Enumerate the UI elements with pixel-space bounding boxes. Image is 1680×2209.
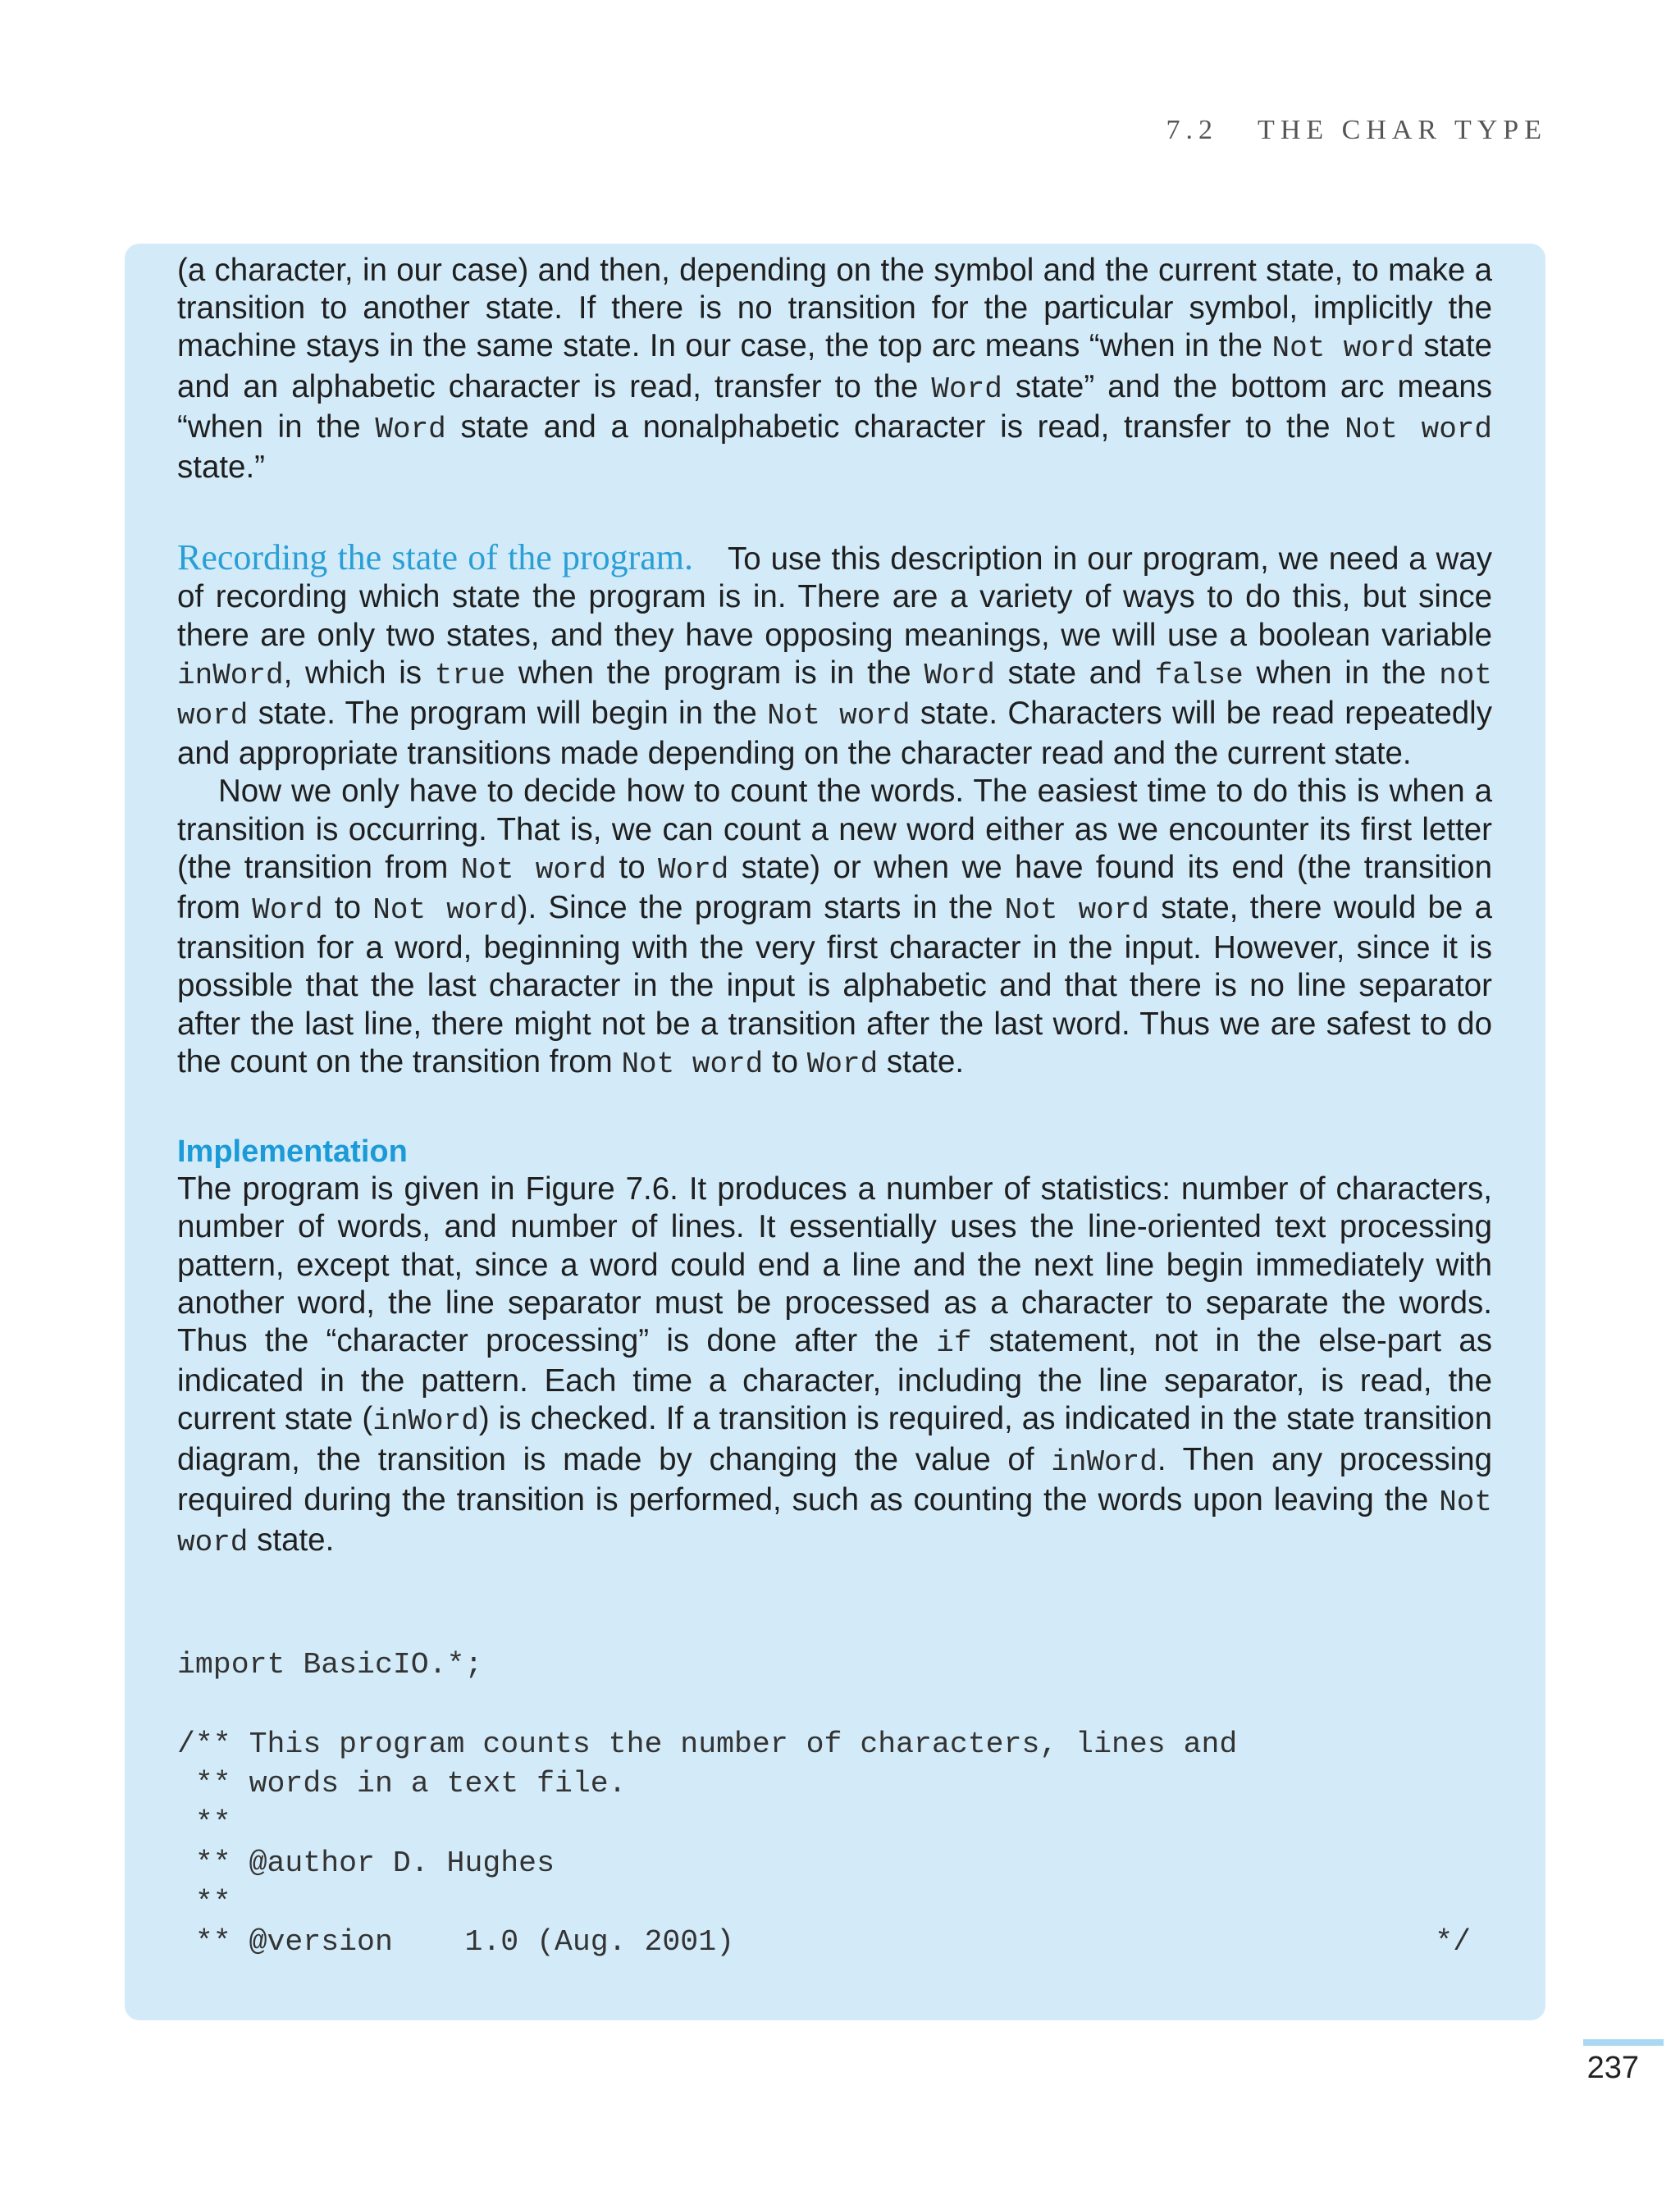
text-run: when the program is in the <box>505 655 924 691</box>
code-term: Not word <box>372 893 518 928</box>
code-term: Not word <box>177 1485 1492 1560</box>
text-run: state. <box>878 1043 965 1079</box>
code-term: inWord <box>177 658 284 692</box>
code-line: ** <box>177 1806 231 1841</box>
code-term: true <box>434 658 506 692</box>
spacer <box>177 1084 1492 1133</box>
text-run: state. <box>248 1522 335 1559</box>
section-number: 7.2 <box>1166 115 1219 145</box>
text-run: state and a nonalphabetic character is read, transfer to the <box>445 408 1345 445</box>
paragraph-recording-state <box>177 539 1492 773</box>
code-line: ** words in a text file. <box>177 1767 627 1801</box>
code-term: Word <box>924 658 995 692</box>
text-run: The program is given in Figure 7.6. It produces a number of statistics: number of characters, number of words, and number of lines. It essentially uses the line-oriented text processing pattern, except that, since a word could end a line and the next line begin immediately with another word, the line separator must be processed as a character to separate the words. Thus the “character processing” is done after the <box>177 1171 1492 1359</box>
implementation-heading: Implementation <box>177 1134 408 1170</box>
text-run: state” and the bottom arc means “when in the <box>177 368 1492 445</box>
code-line-version <box>177 1923 1492 1962</box>
text-run: state) or when we have found its end (the transition from <box>177 849 1492 926</box>
text-run: state. Characters will be read repeatedly and appropriate transitions made depending on the character read and the current state. <box>177 696 1492 772</box>
code-listing <box>177 1645 1492 1962</box>
code-term: not word <box>177 658 1492 733</box>
text-run: Now we only have to decide how to count the words. The easiest time to do this is when a transition is occurring. That is, we can count a new word either as we encounter its first letter (the transition from <box>177 774 1492 885</box>
code-line: ** <box>177 1886 231 1920</box>
code-term: inWord <box>1051 1445 1157 1479</box>
text-run: when in the <box>1243 655 1440 691</box>
text-run: state and an alphabetic character is read, transfer to the <box>177 328 1492 404</box>
running-head <box>1166 115 1547 146</box>
text-run: to <box>606 849 658 885</box>
text-run: state, there would be a transition for a word, beginning with the very first character in the input. However, since it is possible that the last character in the input is alphabetic and that there is no line separator after the last line, there might not be a transition after the last word. Thus we are safest to do the count on the transition from <box>177 890 1492 1079</box>
code-line: import BasicIO.*; <box>177 1648 483 1682</box>
code-term: if <box>936 1326 972 1361</box>
code-line-blank <box>177 1686 1492 1725</box>
code-term: Not word <box>1271 331 1415 366</box>
code-term: Not word <box>621 1047 764 1081</box>
code-line: /** This program counts the number of characters, lines and <box>177 1727 1238 1761</box>
code-term: Not word <box>1344 412 1493 446</box>
text-run: , which is <box>283 655 435 691</box>
comment-close: */ <box>1435 1925 1471 1960</box>
text-run: ). Since the program starts in the <box>517 890 1005 926</box>
run-in-heading: Recording the state of the program. <box>177 537 694 578</box>
code-text: ** @version 1.0 (Aug. 2001) <box>177 1925 735 1960</box>
code-term: inWord <box>372 1404 479 1439</box>
paragraph-implementation <box>177 1171 1492 1562</box>
paragraph-state-transition <box>177 252 1492 486</box>
text-run: statement, not in the else-part as indicated in the pattern. Each time a character, including the line separator, is read, the current state ( <box>177 1323 1492 1437</box>
code-term: Word <box>252 893 323 928</box>
chapter-title: THE CHAR TYPE <box>1258 115 1547 145</box>
text-run: To use this description in our program, we need a way of recording which state the program is in. There are a variety of ways to do this, but since there are only two states, and they have opposing meanings, we will use a boolean variable <box>177 541 1493 653</box>
code-term: Word <box>375 412 446 446</box>
content-body <box>177 252 1492 1963</box>
code-term: Not word <box>460 852 607 887</box>
page-number: 237 <box>1586 2051 1639 2085</box>
text-run: state. The program will begin in the <box>248 696 768 732</box>
code-term: Not word <box>767 699 911 733</box>
text-run: state.” <box>177 450 265 486</box>
text-run: . Then any processing required during the transition is performed, such as counting the words upon leaving the <box>177 1441 1492 1518</box>
text-run: ) is checked. If a transition is required, as indicated in the state transition diagram, the transition is made by changing the value of <box>177 1401 1493 1477</box>
code-term: Word <box>931 372 1002 406</box>
text-run: to <box>763 1043 807 1079</box>
paragraph-counting-words <box>177 773 1492 1084</box>
spacer <box>177 486 1492 539</box>
code-term: Word <box>806 1047 879 1081</box>
page-number-rule <box>1583 2039 1664 2046</box>
text-run: state and <box>994 655 1155 691</box>
code-term: Not word <box>1004 893 1150 928</box>
code-term: false <box>1154 658 1244 692</box>
text-run: (a character, in our case) and then, depending on the symbol and the current state, to make a transition to another state. If there is no transition for the particular symbol, implicitly the machine stays in the same state. In our case, the top arc means “when in the <box>177 253 1492 364</box>
text-run: to <box>322 890 373 926</box>
spacer <box>177 1562 1492 1645</box>
code-line: ** @author D. Hughes <box>177 1846 555 1880</box>
content-panel <box>125 244 1545 2020</box>
code-term: Word <box>658 852 729 887</box>
